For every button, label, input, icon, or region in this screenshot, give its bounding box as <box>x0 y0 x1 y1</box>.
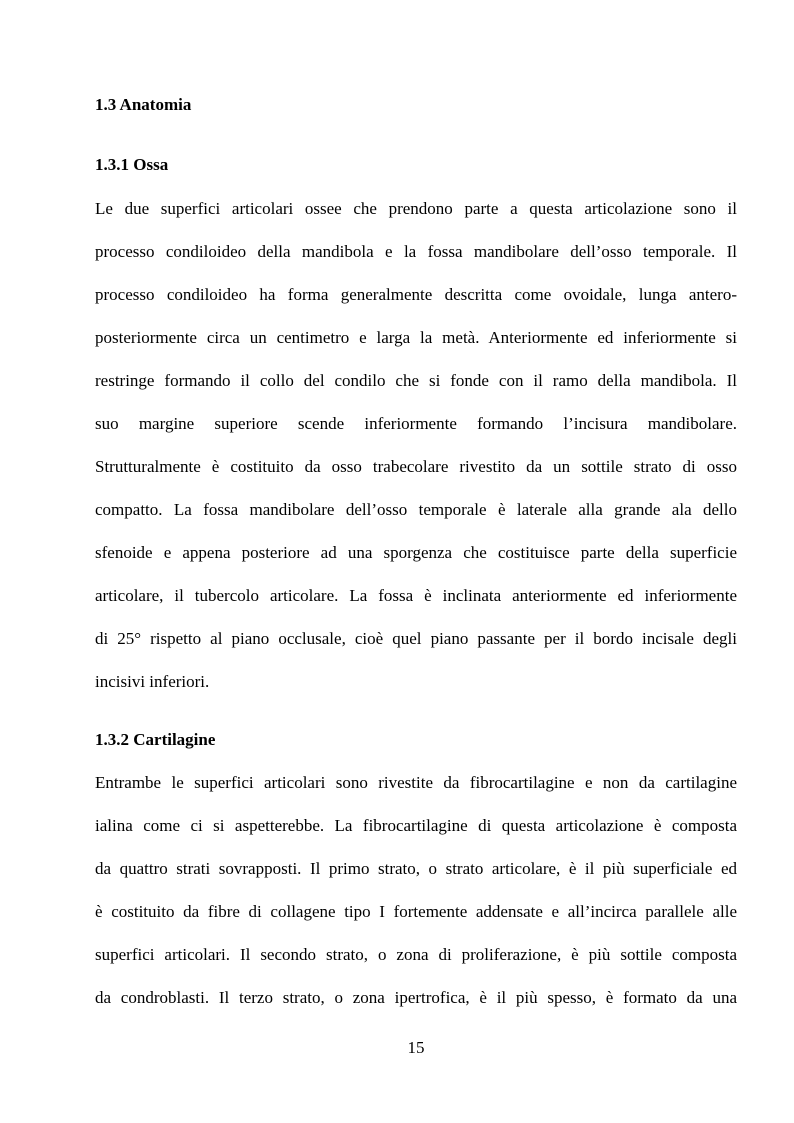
text-line: da quattro strati sovrapposti. Il primo strato, o strato articolare, è il più superficiale ed <box>95 859 737 878</box>
text-line: superfici articolari. Il secondo strato, o zona di proliferazione, è più sottile composta <box>95 945 737 964</box>
text-line: processo condiloideo ha forma generalmente descritta come ovoidale, lunga antero- <box>95 285 737 304</box>
paragraph-ossa <box>95 198 737 714</box>
text-line: sfenoide e appena posteriore ad una sporgenza che costituisce parte della superficie <box>95 543 737 562</box>
text-line: compatto. La fossa mandibolare dell’osso temporale è laterale alla grande ala dello <box>95 500 737 519</box>
text-line: è costituito da fibre di collagene tipo I fortemente addensate e all’incirca parallele alle <box>95 902 737 921</box>
text-line: suo margine superiore scende inferiormente formando l’incisura mandibolare. <box>95 414 737 433</box>
text-line: posteriormente circa un centimetro e larga la metà. Anteriormente ed inferiormente si <box>95 328 737 347</box>
subsection-heading-cartilagine: 1.3.2 Cartilagine <box>95 730 216 749</box>
text-line: ialina come ci si aspetterebbe. La fibrocartilagine di questa articolazione è composta <box>95 816 737 835</box>
text-line: restringe formando il collo del condilo che si fonde con il ramo della mandibola. Il <box>95 371 737 390</box>
paragraph-cartilagine <box>95 772 737 1030</box>
section-heading: 1.3 Anatomia <box>95 95 192 114</box>
page-number: 15 <box>407 1038 425 1057</box>
text-line: di 25° rispetto al piano occlusale, cioè quel piano passante per il bordo incisale degli <box>95 629 737 648</box>
text-line: processo condiloideo della mandibola e la fossa mandibolare dell’osso temporale. Il <box>95 242 737 261</box>
text-line: incisivi inferiori. <box>95 672 210 691</box>
text-line: Entrambe le superfici articolari sono rivestite da fibrocartilagine e non da cartilagine <box>95 773 737 792</box>
text-line: Strutturalmente è costituito da osso trabecolare rivestito da un sottile strato di osso <box>95 457 737 476</box>
text-line: da condroblasti. Il terzo strato, o zona ipertrofica, è il più spesso, è formato da una <box>95 988 737 1007</box>
text-line: Le due superfici articolari ossee che prendono parte a questa articolazione sono il <box>95 199 737 218</box>
subsection-heading-ossa: 1.3.1 Ossa <box>95 155 169 174</box>
text-line: articolare, il tubercolo articolare. La fossa è inclinata anteriormente ed inferiormente <box>95 586 737 605</box>
document-page <box>95 0 737 1123</box>
